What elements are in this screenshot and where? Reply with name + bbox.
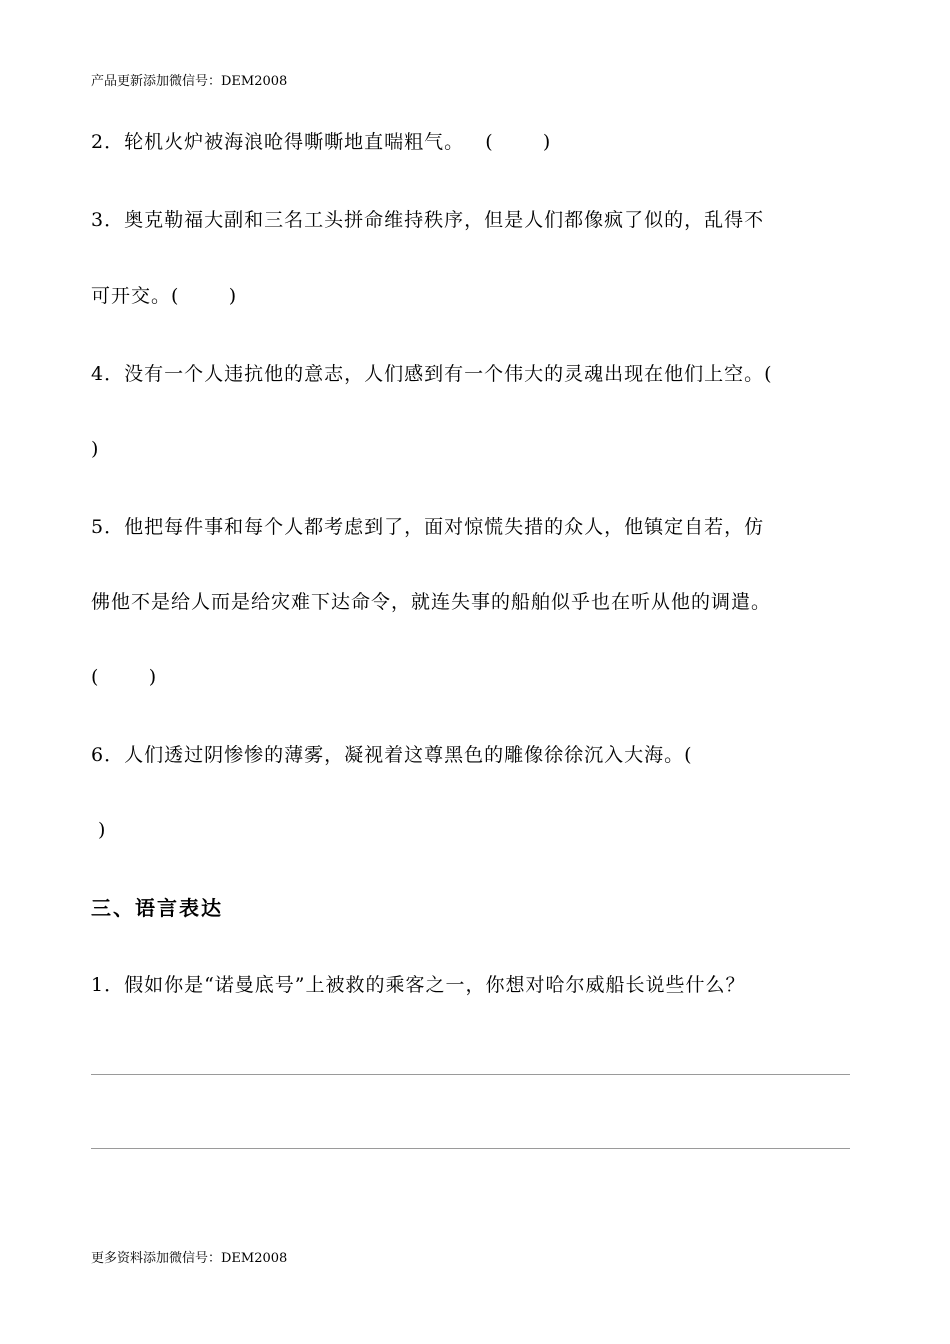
question-3-line-1: 3．奥克勒福大副和三名工头拼命维持秩序，但是人们都像疯了似的，乱得不 (91, 209, 765, 231)
page-footer: 更多资料添加微信号：DEM2008 (91, 1251, 288, 1266)
question-4-line-1: 4．没有一个人违抗他的意志，人们感到有一个伟大的灵魂出现在他们上空。( (91, 363, 773, 385)
answer-line-2[interactable] (91, 1148, 850, 1149)
language-question-1: 1．假如你是“诺曼底号”上被救的乘客之一，你想对哈尔威船长说些什么？ (91, 974, 746, 996)
question-5-line-2: 佛他不是给人而是给灾难下达命令，就连失事的船舶似乎也在听从他的调遣。 (91, 591, 772, 613)
section-title: 三、语言表达 (91, 896, 223, 920)
answer-line-1[interactable] (91, 1074, 850, 1075)
question-5-line-3: ( ) (91, 666, 158, 688)
question-6-line-1: 6．人们透过阴惨惨的薄雾，凝视着这尊黑色的雕像徐徐沉入大海。( (91, 744, 693, 766)
page-header: 产品更新添加微信号：DEM2008 (91, 74, 288, 89)
question-2-line: 2．轮机火炉被海浪呛得嘶嘶地直喘粗气。 ( ) (91, 131, 552, 153)
question-6-line-2: ) (91, 819, 107, 841)
question-5-line-1: 5．他把每件事和每个人都考虑到了，面对惊慌失措的众人，他镇定自若，仿 (91, 516, 765, 538)
question-4-line-2: ) (91, 438, 100, 460)
question-3-line-2: 可开交。( ) (91, 285, 238, 307)
